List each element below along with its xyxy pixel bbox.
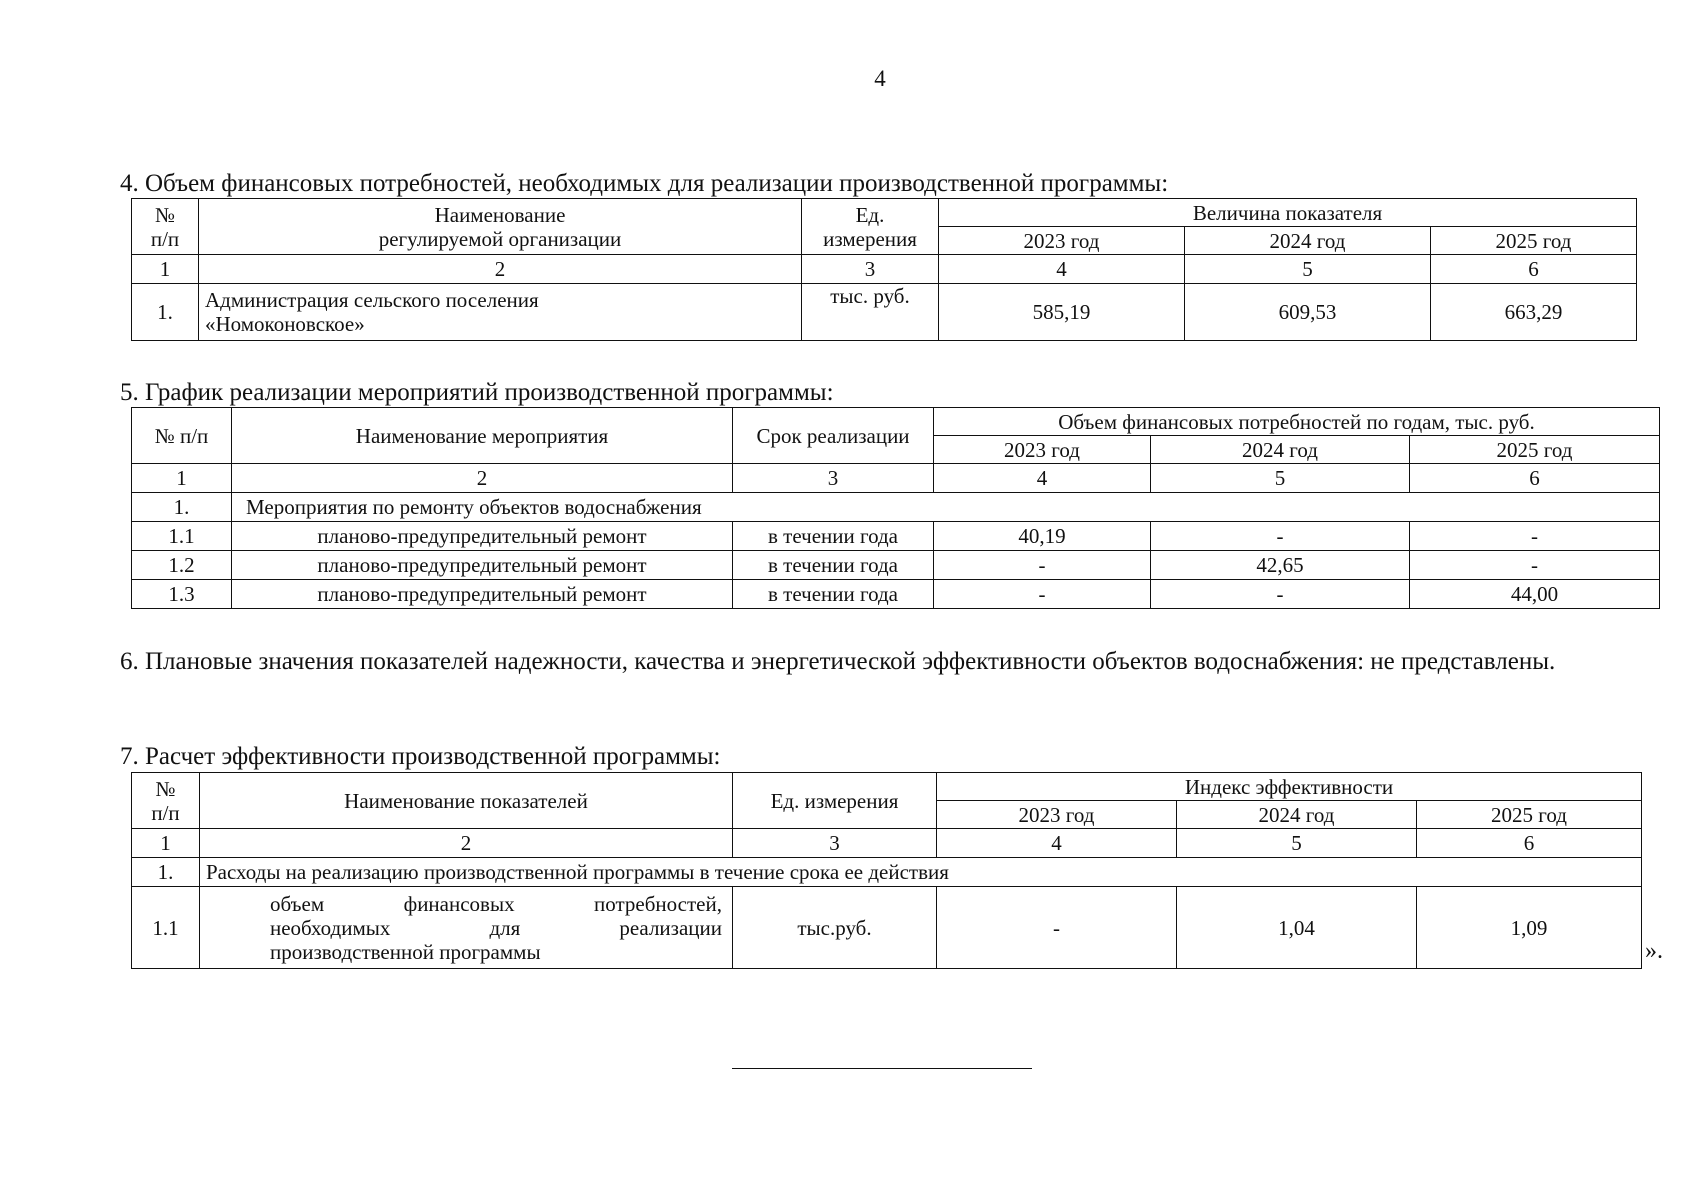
table-row bbox=[132, 284, 1637, 341]
value-2023: - bbox=[934, 580, 1151, 609]
value-2024: - bbox=[1151, 580, 1410, 609]
header-num: № п/п bbox=[132, 408, 232, 464]
header-year-2025: 2025 год bbox=[1431, 227, 1637, 255]
row-num: 1.1 bbox=[132, 522, 232, 551]
section-6-paragraph: 6. Плановые значения показателей надежности, качества и энергетической эффективности объектов водоснабжения: не представлены. bbox=[120, 648, 1556, 675]
col-number: 2 bbox=[200, 829, 733, 858]
col-number: 3 bbox=[733, 464, 934, 493]
value-2025: 44,00 bbox=[1410, 580, 1660, 609]
closing-quote: ». bbox=[1645, 938, 1663, 964]
value-2024: 609,53 bbox=[1185, 284, 1431, 341]
value-2024: 42,65 bbox=[1151, 551, 1410, 580]
header-term: Срок реализации bbox=[733, 408, 934, 464]
header-num: № п/п bbox=[132, 199, 199, 255]
header-year-2024: 2024 год bbox=[1177, 801, 1417, 829]
col-number: 4 bbox=[937, 829, 1177, 858]
header-year-2024: 2024 год bbox=[1151, 436, 1410, 464]
row-num: 1.2 bbox=[132, 551, 232, 580]
value-2025: - bbox=[1410, 551, 1660, 580]
value-2023: - bbox=[934, 551, 1151, 580]
col-number: 6 bbox=[1410, 464, 1660, 493]
financial-needs-table bbox=[131, 198, 1637, 341]
page-number: 4 bbox=[874, 66, 886, 91]
col-number: 5 bbox=[1185, 255, 1431, 284]
col-number: 2 bbox=[199, 255, 802, 284]
value-2025: - bbox=[1410, 522, 1660, 551]
activity-name: планово-предупредительный ремонт bbox=[232, 551, 733, 580]
header-year-2025: 2025 год bbox=[1417, 801, 1642, 829]
header-num: № п/п bbox=[132, 773, 200, 829]
col-number: 1 bbox=[132, 255, 199, 284]
row-num: 1. bbox=[132, 493, 232, 522]
footer-rule bbox=[732, 1068, 1032, 1069]
activity-name: планово-предупредительный ремонт bbox=[232, 522, 733, 551]
row-num: 1. bbox=[132, 284, 199, 341]
header-year-2024: 2024 год bbox=[1185, 227, 1431, 255]
section-5-title: 5. График реализации мероприятий производственной программы: bbox=[120, 379, 834, 406]
header-efficiency-index: Индекс эффективности bbox=[937, 773, 1642, 801]
table-row bbox=[132, 887, 1642, 969]
header-year-2023: 2023 год bbox=[937, 801, 1177, 829]
row-unit: тыс. руб. bbox=[802, 284, 939, 341]
activity-term: в течении года bbox=[733, 522, 934, 551]
table-row bbox=[132, 551, 1660, 580]
header-activity-name: Наименование мероприятия bbox=[232, 408, 733, 464]
col-number: 6 bbox=[1431, 255, 1637, 284]
value-2023: - bbox=[937, 887, 1177, 969]
value-2025: 663,29 bbox=[1431, 284, 1637, 341]
col-number: 4 bbox=[934, 464, 1151, 493]
efficiency-table bbox=[131, 772, 1642, 969]
table-row bbox=[132, 522, 1660, 551]
col-number: 1 bbox=[132, 829, 200, 858]
row-num: 1.1 bbox=[132, 887, 200, 969]
value-2025: 1,09 bbox=[1417, 887, 1642, 969]
section-7-title: 7. Расчет эффективности производственной программы: bbox=[120, 743, 721, 770]
activity-term: в течении года bbox=[733, 551, 934, 580]
header-financial-volume: Объем финансовых потребностей по годам, тыс. руб. bbox=[934, 408, 1660, 436]
group-row bbox=[132, 493, 1660, 522]
group-label: Мероприятия по ремонту объектов водоснабжения bbox=[232, 493, 1660, 522]
col-number: 3 bbox=[733, 829, 937, 858]
header-org-name: Наименование регулируемой организации bbox=[199, 199, 802, 255]
col-number: 3 bbox=[802, 255, 939, 284]
schedule-table bbox=[131, 407, 1660, 609]
activity-term: в течении года bbox=[733, 580, 934, 609]
row-num: 1.3 bbox=[132, 580, 232, 609]
section-4-title: 4. Объем финансовых потребностей, необходимых для реализации производственной программы: bbox=[120, 170, 1169, 197]
header-unit: Ед. измерения bbox=[802, 199, 939, 255]
header-year-2025: 2025 год bbox=[1410, 436, 1660, 464]
header-year-2023: 2023 год bbox=[934, 436, 1151, 464]
header-unit: Ед. измерения bbox=[733, 773, 937, 829]
activity-name: планово-предупредительный ремонт bbox=[232, 580, 733, 609]
indicator-name: объем финансовых потребностей, необходимых для реализации производственной программы bbox=[200, 887, 733, 969]
header-year-2023: 2023 год bbox=[939, 227, 1185, 255]
group-row bbox=[132, 858, 1642, 887]
col-number: 4 bbox=[939, 255, 1185, 284]
table-row bbox=[132, 580, 1660, 609]
row-unit: тыс.руб. bbox=[733, 887, 937, 969]
group-label: Расходы на реализацию производственной программы в течение срока ее действия bbox=[200, 858, 1642, 887]
value-2023: 585,19 bbox=[939, 284, 1185, 341]
col-number: 5 bbox=[1177, 829, 1417, 858]
value-2024: 1,04 bbox=[1177, 887, 1417, 969]
header-indicator-name: Наименование показателей bbox=[200, 773, 733, 829]
value-2023: 40,19 bbox=[934, 522, 1151, 551]
col-number: 2 bbox=[232, 464, 733, 493]
header-indicator-value: Величина показателя bbox=[939, 199, 1637, 227]
value-2024: - bbox=[1151, 522, 1410, 551]
col-number: 5 bbox=[1151, 464, 1410, 493]
col-number: 6 bbox=[1417, 829, 1642, 858]
org-name: Администрация сельского поселения «Номоконовское» bbox=[199, 284, 802, 341]
col-number: 1 bbox=[132, 464, 232, 493]
row-num: 1. bbox=[132, 858, 200, 887]
